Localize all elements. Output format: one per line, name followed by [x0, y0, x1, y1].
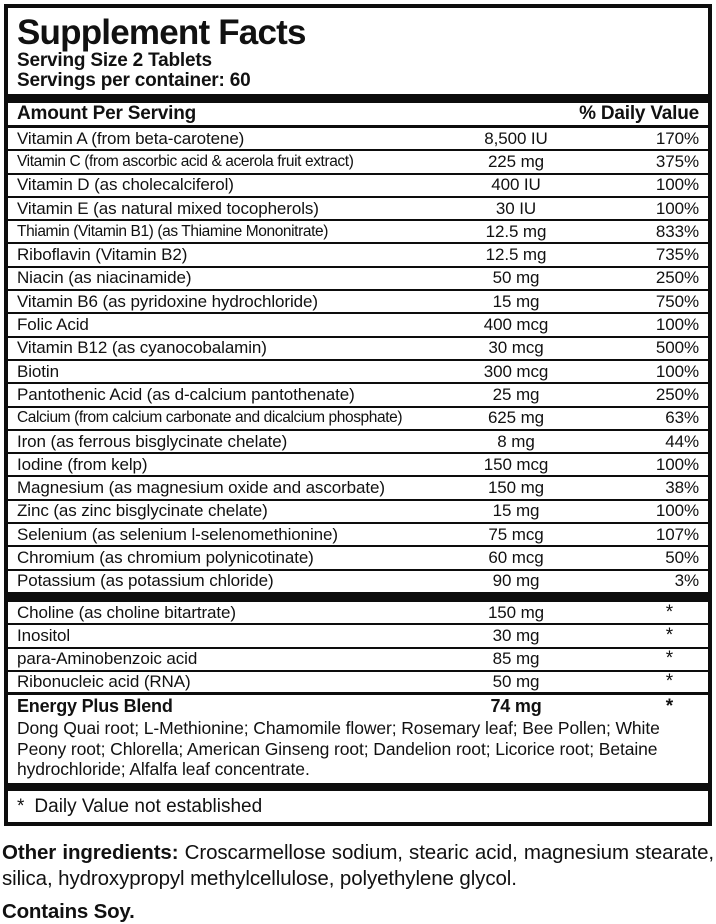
ingredient-amount: 25 mg: [492, 384, 540, 404]
ingredient-daily-value: *: [665, 648, 673, 670]
ingredient-daily-value: 63%: [665, 408, 699, 428]
ingredient-name: Inositol: [17, 625, 71, 645]
blend-daily-value: *: [665, 695, 673, 717]
table-row: [8, 175, 708, 198]
secondary-nutrient-rows: [8, 602, 708, 695]
ingredient-daily-value: *: [665, 624, 673, 646]
ingredient-daily-value: *: [665, 601, 673, 623]
ingredient-daily-value: 44%: [665, 431, 699, 451]
ingredient-amount: 85 mg: [492, 649, 540, 669]
servings-per-container: Servings per container: 60: [17, 70, 251, 91]
ingredient-name: Iodine (from kelp): [17, 454, 148, 474]
ingredient-daily-value: 500%: [655, 338, 699, 358]
ingredient-name: Potassium (as potassium chloride): [17, 571, 274, 591]
table-row: [8, 198, 708, 221]
ingredient-name: Vitamin B12 (as cyanocobalamin): [17, 338, 267, 358]
ingredient-amount: 15 mg: [492, 501, 540, 521]
ingredient-daily-value: 100%: [655, 501, 699, 521]
ingredient-amount: 50 mg: [492, 671, 540, 691]
ingredient-amount: 150 mg: [487, 478, 545, 498]
footnote-asterisk: *: [17, 795, 25, 817]
ingredient-daily-value: *: [665, 670, 673, 692]
table-row: [8, 431, 708, 454]
ingredient-name: Vitamin B6 (as pyridoxine hydrochloride): [17, 291, 318, 311]
ingredient-name: para-Aminobenzoic acid: [17, 649, 198, 669]
table-row: [8, 454, 708, 477]
table-row: [8, 649, 708, 672]
table-row: [8, 244, 708, 267]
label-footer: [2, 840, 714, 924]
other-ingredients: [2, 840, 714, 892]
daily-value-footnote: [8, 791, 708, 819]
other-ingredients-text: Croscarmellose sodium, stearic acid, magnesium stearate, silica, hydroxypropyl methylcellulose, polyethylene glycol.: [2, 841, 714, 890]
blend-row: [8, 695, 708, 718]
ingredient-name: Calcium (from calcium carbonate and dicalcium phosphate): [17, 409, 403, 427]
ingredient-amount: 300 mcg: [483, 361, 549, 381]
ingredient-daily-value: 100%: [655, 361, 699, 381]
table-row: [8, 314, 708, 337]
ingredient-amount: 15 mg: [492, 291, 540, 311]
ingredient-name: Vitamin C (from ascorbic acid & acerola fruit extract): [17, 152, 354, 170]
supplement-facts-panel: [4, 4, 712, 826]
main-nutrient-rows: [8, 128, 708, 594]
table-row: [8, 361, 708, 384]
table-row: [8, 477, 708, 500]
table-row: [8, 128, 708, 151]
ingredient-name: Vitamin E (as natural mixed tocopherols): [17, 198, 319, 218]
table-row: [8, 384, 708, 407]
thick-divider-bottom: [8, 783, 708, 791]
ingredient-amount: 30 IU: [495, 198, 537, 218]
ingredient-daily-value: 107%: [655, 524, 699, 544]
column-header-row: [8, 103, 708, 128]
table-row: [8, 291, 708, 314]
ingredient-daily-value: 750%: [655, 291, 699, 311]
ingredient-amount: 225 mg: [487, 151, 545, 171]
ingredient-amount: 12.5 mg: [485, 245, 547, 265]
ingredient-daily-value: 100%: [655, 198, 699, 218]
footnote-text: Daily Value not established: [34, 795, 263, 817]
ingredient-name: Vitamin D (as cholecalciferol): [17, 175, 234, 195]
thick-divider-top: [8, 94, 708, 103]
ingredient-amount: 90 mg: [492, 571, 540, 591]
serving-size: Serving Size 2 Tablets: [17, 50, 212, 71]
ingredient-amount: 30 mg: [492, 625, 540, 645]
table-row: [8, 151, 708, 174]
ingredient-daily-value: 3%: [674, 571, 699, 591]
table-row: [8, 501, 708, 524]
ingredient-name: Thiamin (Vitamin B1) (as Thiamine Mononitrate): [17, 222, 328, 240]
ingredient-name: Chromium (as chromium polynicotinate): [17, 547, 314, 567]
ingredient-daily-value: 50%: [665, 547, 699, 567]
ingredient-daily-value: 250%: [655, 268, 699, 288]
ingredient-amount: 30 mcg: [488, 338, 544, 358]
ingredient-amount: 8 mg: [497, 431, 535, 451]
ingredient-amount: 12.5 mg: [485, 221, 547, 241]
ingredient-daily-value: 833%: [655, 221, 699, 241]
blend-ingredients: Dong Quai root; L-Methionine; Chamomile flower; Rosemary leaf; Bee Pollen; White Peony root; Chlorella; American Ginseng root; Dandelion root; Licorice root; Betaine hydrochloride; Alfalfa leaf concentrate.: [17, 718, 660, 780]
ingredient-name: Magnesium (as magnesium oxide and ascorbate): [17, 478, 385, 498]
ingredient-amount: 60 mcg: [488, 547, 544, 567]
ingredient-daily-value: 100%: [655, 175, 699, 195]
ingredient-amount: 75 mcg: [488, 524, 544, 544]
table-row: [8, 672, 708, 695]
ingredient-name: Riboflavin (Vitamin B2): [17, 245, 188, 265]
ingredient-name: Pantothenic Acid (as d-calcium pantothenate): [17, 384, 355, 404]
ingredient-name: Selenium (as selenium l-selenomethionine): [17, 524, 338, 544]
ingredient-daily-value: 100%: [655, 454, 699, 474]
table-row: [8, 524, 708, 547]
table-row: [8, 625, 708, 648]
table-row: [8, 268, 708, 291]
ingredient-amount: 625 mg: [487, 408, 545, 428]
ingredient-amount: 400 mcg: [483, 315, 549, 335]
table-row: [8, 571, 708, 594]
ingredient-name: Folic Acid: [17, 315, 89, 335]
ingredient-name: Biotin: [17, 361, 59, 381]
ingredient-daily-value: 38%: [665, 478, 699, 498]
amount-per-serving-header: Amount Per Serving: [17, 103, 197, 124]
ingredient-name: Niacin (as niacinamide): [17, 268, 192, 288]
ingredient-daily-value: 100%: [655, 315, 699, 335]
ingredient-amount: 50 mg: [492, 268, 540, 288]
ingredient-amount: 150 mcg: [483, 454, 549, 474]
table-row: [8, 547, 708, 570]
other-ingredients-label: Other ingredients:: [2, 841, 179, 864]
blend-name: Energy Plus Blend: [17, 696, 173, 717]
panel-title: Supplement Facts: [17, 13, 306, 52]
ingredient-daily-value: 375%: [655, 151, 699, 171]
percent-daily-value-header: % Daily Value: [579, 103, 699, 124]
ingredient-name: Choline (as choline bitartrate): [17, 602, 236, 622]
ingredient-name: Iron (as ferrous bisglycinate chelate): [17, 431, 288, 451]
ingredient-name: Ribonucleic acid (RNA): [17, 671, 191, 691]
allergen-statement: Contains Soy.: [2, 900, 135, 923]
table-row: [8, 408, 708, 431]
ingredient-name: Zinc (as zinc bisglycinate chelate): [17, 501, 268, 521]
ingredient-daily-value: 250%: [655, 384, 699, 404]
ingredient-daily-value: 170%: [655, 128, 699, 148]
ingredient-name: Vitamin A (from beta-carotene): [17, 128, 245, 148]
ingredient-daily-value: 735%: [655, 245, 699, 265]
blend-amount: 74 mg: [490, 696, 542, 717]
ingredient-amount: 8,500 IU: [484, 128, 548, 148]
table-row: [8, 221, 708, 244]
ingredient-amount: 150 mg: [487, 602, 545, 622]
table-row: [8, 602, 708, 625]
table-row: [8, 338, 708, 361]
ingredient-amount: 400 IU: [491, 175, 541, 195]
